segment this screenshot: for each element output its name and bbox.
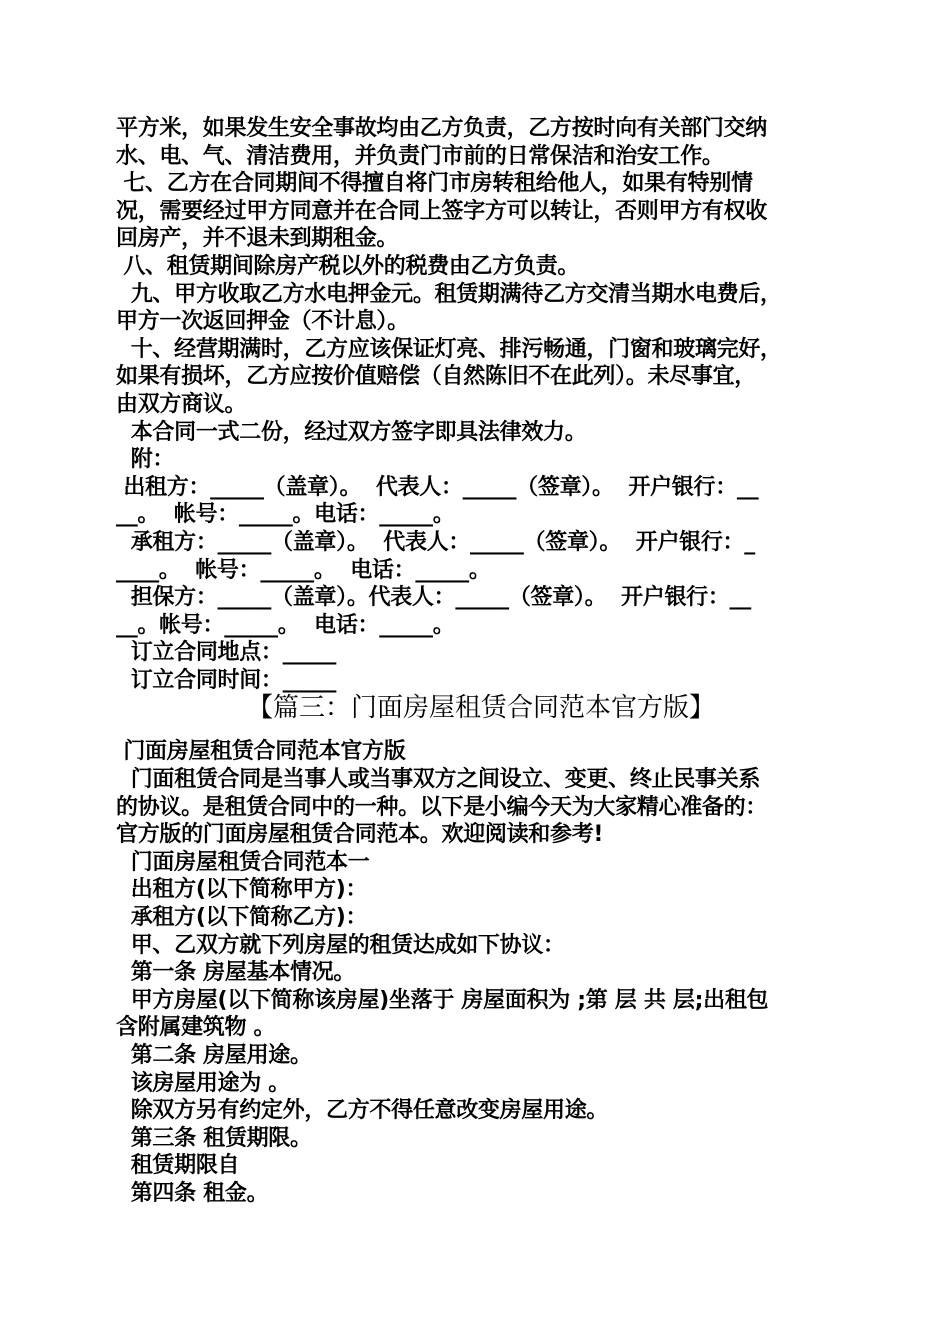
text-line: 第二条 房屋用途。 [116,1043,312,1068]
text-line: 出租方(以下简称甲方)： [116,877,368,903]
text-line: 该房屋用途为 。 [116,1070,290,1096]
text-line: 门面房屋租赁合同范本一 [116,849,370,875]
text-line: 租赁期限自 [116,1153,240,1179]
text-line: 门面租赁合同是当事人或当事双方之间设立、变更、终止民事关系 [116,767,761,793]
contract-sample-section [116,738,846,1207]
text-line: 的协议。是租赁合同中的一种。以下是小编今天为大家精心准备的： [116,794,768,820]
text-line: 除双方另有约定外，乙方不得任意改变房屋用途。 [116,1098,609,1124]
text-line: 含附属建筑物 。 [116,1015,276,1041]
document-body [116,115,846,1208]
text-line: 附： [116,447,175,473]
text-line: 由双方商议。 [116,391,247,417]
text-line: 第三条 租赁期限。 [116,1125,312,1151]
text-line: 本合同一式二份，经过双方签字即具法律效力。 [116,419,587,445]
heading-spacer [116,726,846,738]
text-line: 担保方：_____（盖章）。代表人：_____（签章）。 开户银行：__ [116,585,751,611]
text-line: 水、电、气、清洁费用，并负责门市前的日常保洁和治安工作。 [116,143,724,169]
section-heading: 【篇三：门面房屋租赁合同范本官方版】 [246,693,715,724]
contract-clauses-section [116,115,846,694]
text-line: 甲、乙双方就下列房屋的租赁达成如下协议： [116,932,565,958]
text-line: 甲方房屋(以下简称该房屋)坐落于 房屋面积为 ;第 层 共 层;出租包 [116,987,769,1013]
text-line: 第一条 房屋基本情况。 [116,960,356,986]
text-line: 出租方：_____（盖章）。 代表人：_____（签章）。 开户银行：__ [116,474,759,500]
text-line: 况，需要经过甲方同意并在合同上签字方可以转让，否则甲方有权收 [116,198,768,224]
text-line: __。 帐号：_____。电话：_____。 [116,502,455,528]
text-line: 十、经营期满时，乙方应该保证灯亮、排污畅通，门窗和玻璃完好， [116,336,782,362]
text-line: 七、乙方在合同期间不得擅自将门市房转租给他人，如果有特别情 [116,171,753,197]
text-line: 九、甲方收取乙方水电押金元。租赁期满待乙方交清当期水电费后， [116,281,782,307]
text-line: 承租方：_____（盖章）。 代表人：_____（签章）。 开户银行：_ [116,529,755,555]
text-line: 承租方(以下简称乙方)： [116,905,368,931]
text-line: ____。 帐号：_____。 电话：_____。 [116,557,491,583]
text-line: 第四条 租金。 [116,1180,269,1206]
text-line: __。帐号：_____。 电话：_____。 [116,612,455,638]
text-line: 八、租赁期间除房产税以外的税费由乙方负责。 [116,253,580,279]
text-line: 如果有损坏，乙方应按价值赔偿（自然陈旧不在此列）。未尽事宜， [116,364,757,390]
text-line: 门面房屋租赁合同范本官方版 [116,739,406,765]
text-line: 订立合同地点：_____ [116,640,337,666]
text-line: 平方米，如果发生安全事故均由乙方负责，乙方按时向有关部门交纳 [116,116,768,141]
text-line: 订立合同时间：_____ [116,667,337,693]
text-line: 回房产，并不退未到期租金。 [116,226,399,252]
text-line: 官方版的门面房屋租赁合同范本。欢迎阅读和参考! [116,822,604,848]
text-line: 甲方一次返回押金（不计息）。 [116,309,409,335]
